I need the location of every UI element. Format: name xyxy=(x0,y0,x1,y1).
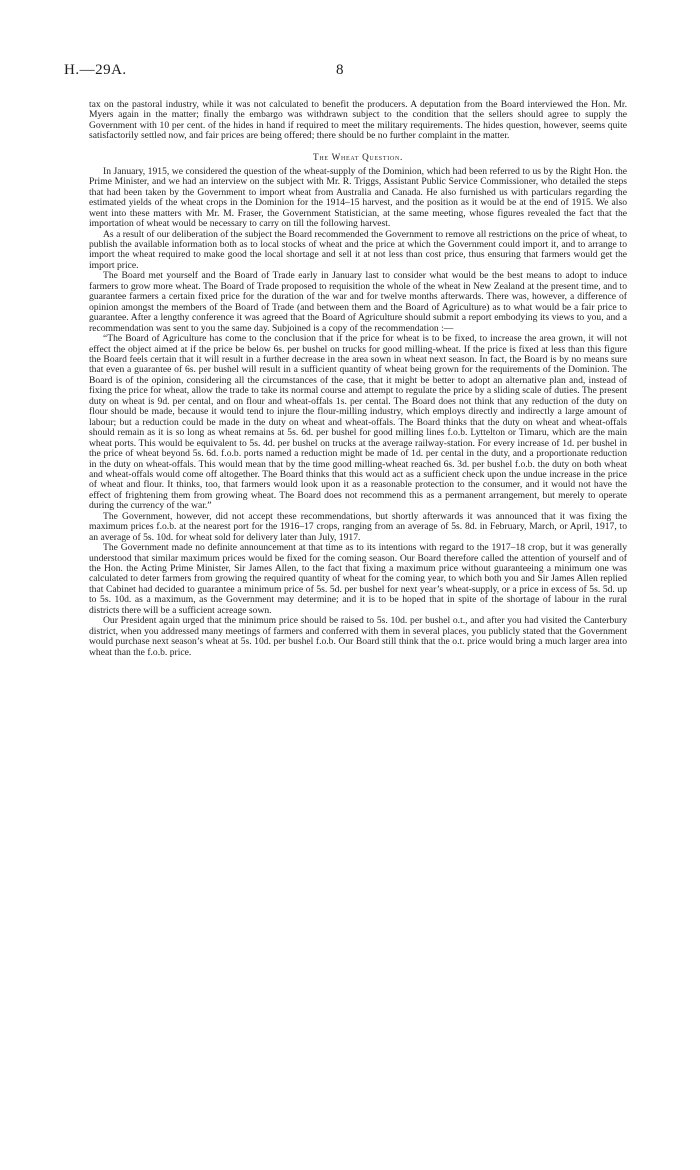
paragraph-president-urged: Our President again urged that the minimum price should be raised to 5s. 10d. per bushel o.t., and after you had visited the Canterbury district, when you addressed many meetings of farmers and conferred with them in several places, you publicly stated that the Government would purchase next season’s wheat at 5s. 10d. per bushel f.o.b. Our Board still think that the o.t. price would bring a much larger area into wheat than the f.o.b. price. xyxy=(89,615,627,658)
paragraph-board-of-trade: The Board met yourself and the Board of Trade early in January last to consider what would be the best means to adopt to induce farmers to grow more wheat. The Board of Trade proposed to requisition the whole of the wheat in New Zealand at the present time, and to guarantee farmers a certain fixed price for the duration of the war and for twelve months afterwards. There was, however, a difference of opinion amongst the members of the Board of Trade (and between them and the Board of Agriculture) as to what would be a fair price to guarantee. After a lengthy conference it was agreed that the Board of Agriculture should submit a report embodying its views to you, and a recommendation was sent to you the same day. Subjoined is a copy of the recommendation :— xyxy=(89,270,627,334)
quoted-recommendation: “The Board of Agriculture has come to the conclusion that if the price for wheat is to be fixed, to increase the area grown, it will not effect the object aimed at if the price be below 6s. per bushel on trucks for good milling-wheat. If the price is fixed at less than this figure the Board feels certain that it will result in a further decrease in the area sown in wheat next season. In fact, the Board is by no means sure that even a guarantee of 6s. per bushel will result in a sufficient quantity of wheat being grown for the requirements of the Dominion. The Board is of the opinion, considering all the circumstances of the case, that it might be better to adopt an alternative plan and, instead of fixing the price for wheat, allow the trade to take its normal course and attempt to regulate the price by a sliding scale of duties. The present duty on wheat is 9d. per cental, and on flour and wheat-offals 1s. per cental. The Board does not think that any reduction of the duty on flour should be made, because it would tend to injure the flour-milling industry, which employs directly and indirectly a large amount of labour; but a reduction could be made in the duty on wheat and wheat-offals. The Board thinks that the duty on wheat and wheat-offals should remain as it is so long as wheat remains at 5s. 6d. per bushel for good milling lines f.o.b. Lyttelton or Timaru, which are the main wheat ports. This would be equivalent to 5s. 4d. per bushel on trucks at the average railway-station. For every increase of 1d. per bushel in the price of wheat beyond 5s. 6d. f.o.b. ports named a reduction might be made of 1d. per cental in the duty, and a proportionate reduction in the duty on wheat-offals. This would mean that by the time good milling-wheat reached 6s. 3d. per bushel f.o.b. the duty on both wheat and wheat-offals would come off altogether. The Board thinks that this would act as a sufficient check upon the undue increase in the price of wheat and flour. It thinks, too, that farmers would look upon it as a reasonable protection to the consumer, and it would not have the effect of frightening them from growing wheat. The Board does not recommend this as a permanent arrangement, but merely to operate during the currency of the war.” xyxy=(89,333,627,512)
page-number: 8 xyxy=(336,62,344,78)
paragraph-government-response: The Government, however, did not accept these recommendations, but shortly afterwards it was announced that it was fixing the maximum prices f.o.b. at the nearest port for the 1916–17 crops, ranging from an average of 5s. 8d. in February, March, or April, 1917, to an average of 5s. 10d. for wheat sold for delivery later than July, 1917. xyxy=(89,510,627,543)
page-header xyxy=(64,62,640,86)
document-body xyxy=(89,100,627,658)
opening-paragraph: tax on the pastoral industry, while it was not calculated to benefit the producers. A deputation from the Board interviewed the Hon. Mr. Myers again in the matter; finally the embargo was withdrawn subject to the condition that the sellers should agree to supply the Government with 10 per cent. of the hides in hand if required to meet the military requirements. The hides question, however, seems quite satisfactorily settled now, and fair prices are being offered; there should be no further complaint in the matter. xyxy=(89,99,627,142)
paragraph-wheat-supply: In January, 1915, we considered the question of the wheat-supply of the Dominion, which had been referred to us by the Right Hon. the Prime Minister, and we had an interview on the subject with Mr. R. Triggs, Assistant Public Service Commissioner, who detailed the steps that had been taken by the Government to import wheat from Australia and Canada. He also furnished us with particulars regarding the estimated yields of the wheat crops in the Dominion for the 1914–15 harvest, and the position as it would be at the end of 1915. We also went into these matters with Mr. M. Fraser, the Government Statistician, at the same meeting, whose figures revealed the fact that the importation of wheat would be necessary to carry on till the following harvest. xyxy=(89,165,627,230)
section-heading: The Wheat Question. xyxy=(313,151,403,162)
document-reference: H.—29A. xyxy=(64,62,127,78)
paragraph-board-recommendation: As a result of our deliberation of the subject the Board recommended the Government to remove all restrictions on the price of wheat, to publish the available information both as to local stocks of wheat and the price at which the Government could import it, and to arrange to import the wheat required to make good the local shortage and sell it at not less than cost price, thus ensuring that farmers would get the import price. xyxy=(89,228,627,271)
paragraph-minimum-price: The Government made no definite announcement at that time as to its intentions with regard to the 1917–18 crop, but it was generally understood that similar maximum prices would be fixed for the coming season. Our Board therefore called the attention of yourself and of the Hon. the Acting Prime Minister, Sir James Allen, to the fact that fixing a maximum price without guaranteeing a minimum one was calculated to deter farmers from growing the required quantity of wheat for the coming year, to which both you and Sir James Allen replied that Cabinet had decided to guarantee a minimum price of 5s. 5d. per bushel for next year’s wheat-supply, or a price in excess of 5s. 5d. up to 5s. 10d. as a maximum, as the Government may determine; and it is to be hoped that in spite of the shortage of labour in the rural districts there will be a sufficient acreage sown. xyxy=(89,542,627,616)
